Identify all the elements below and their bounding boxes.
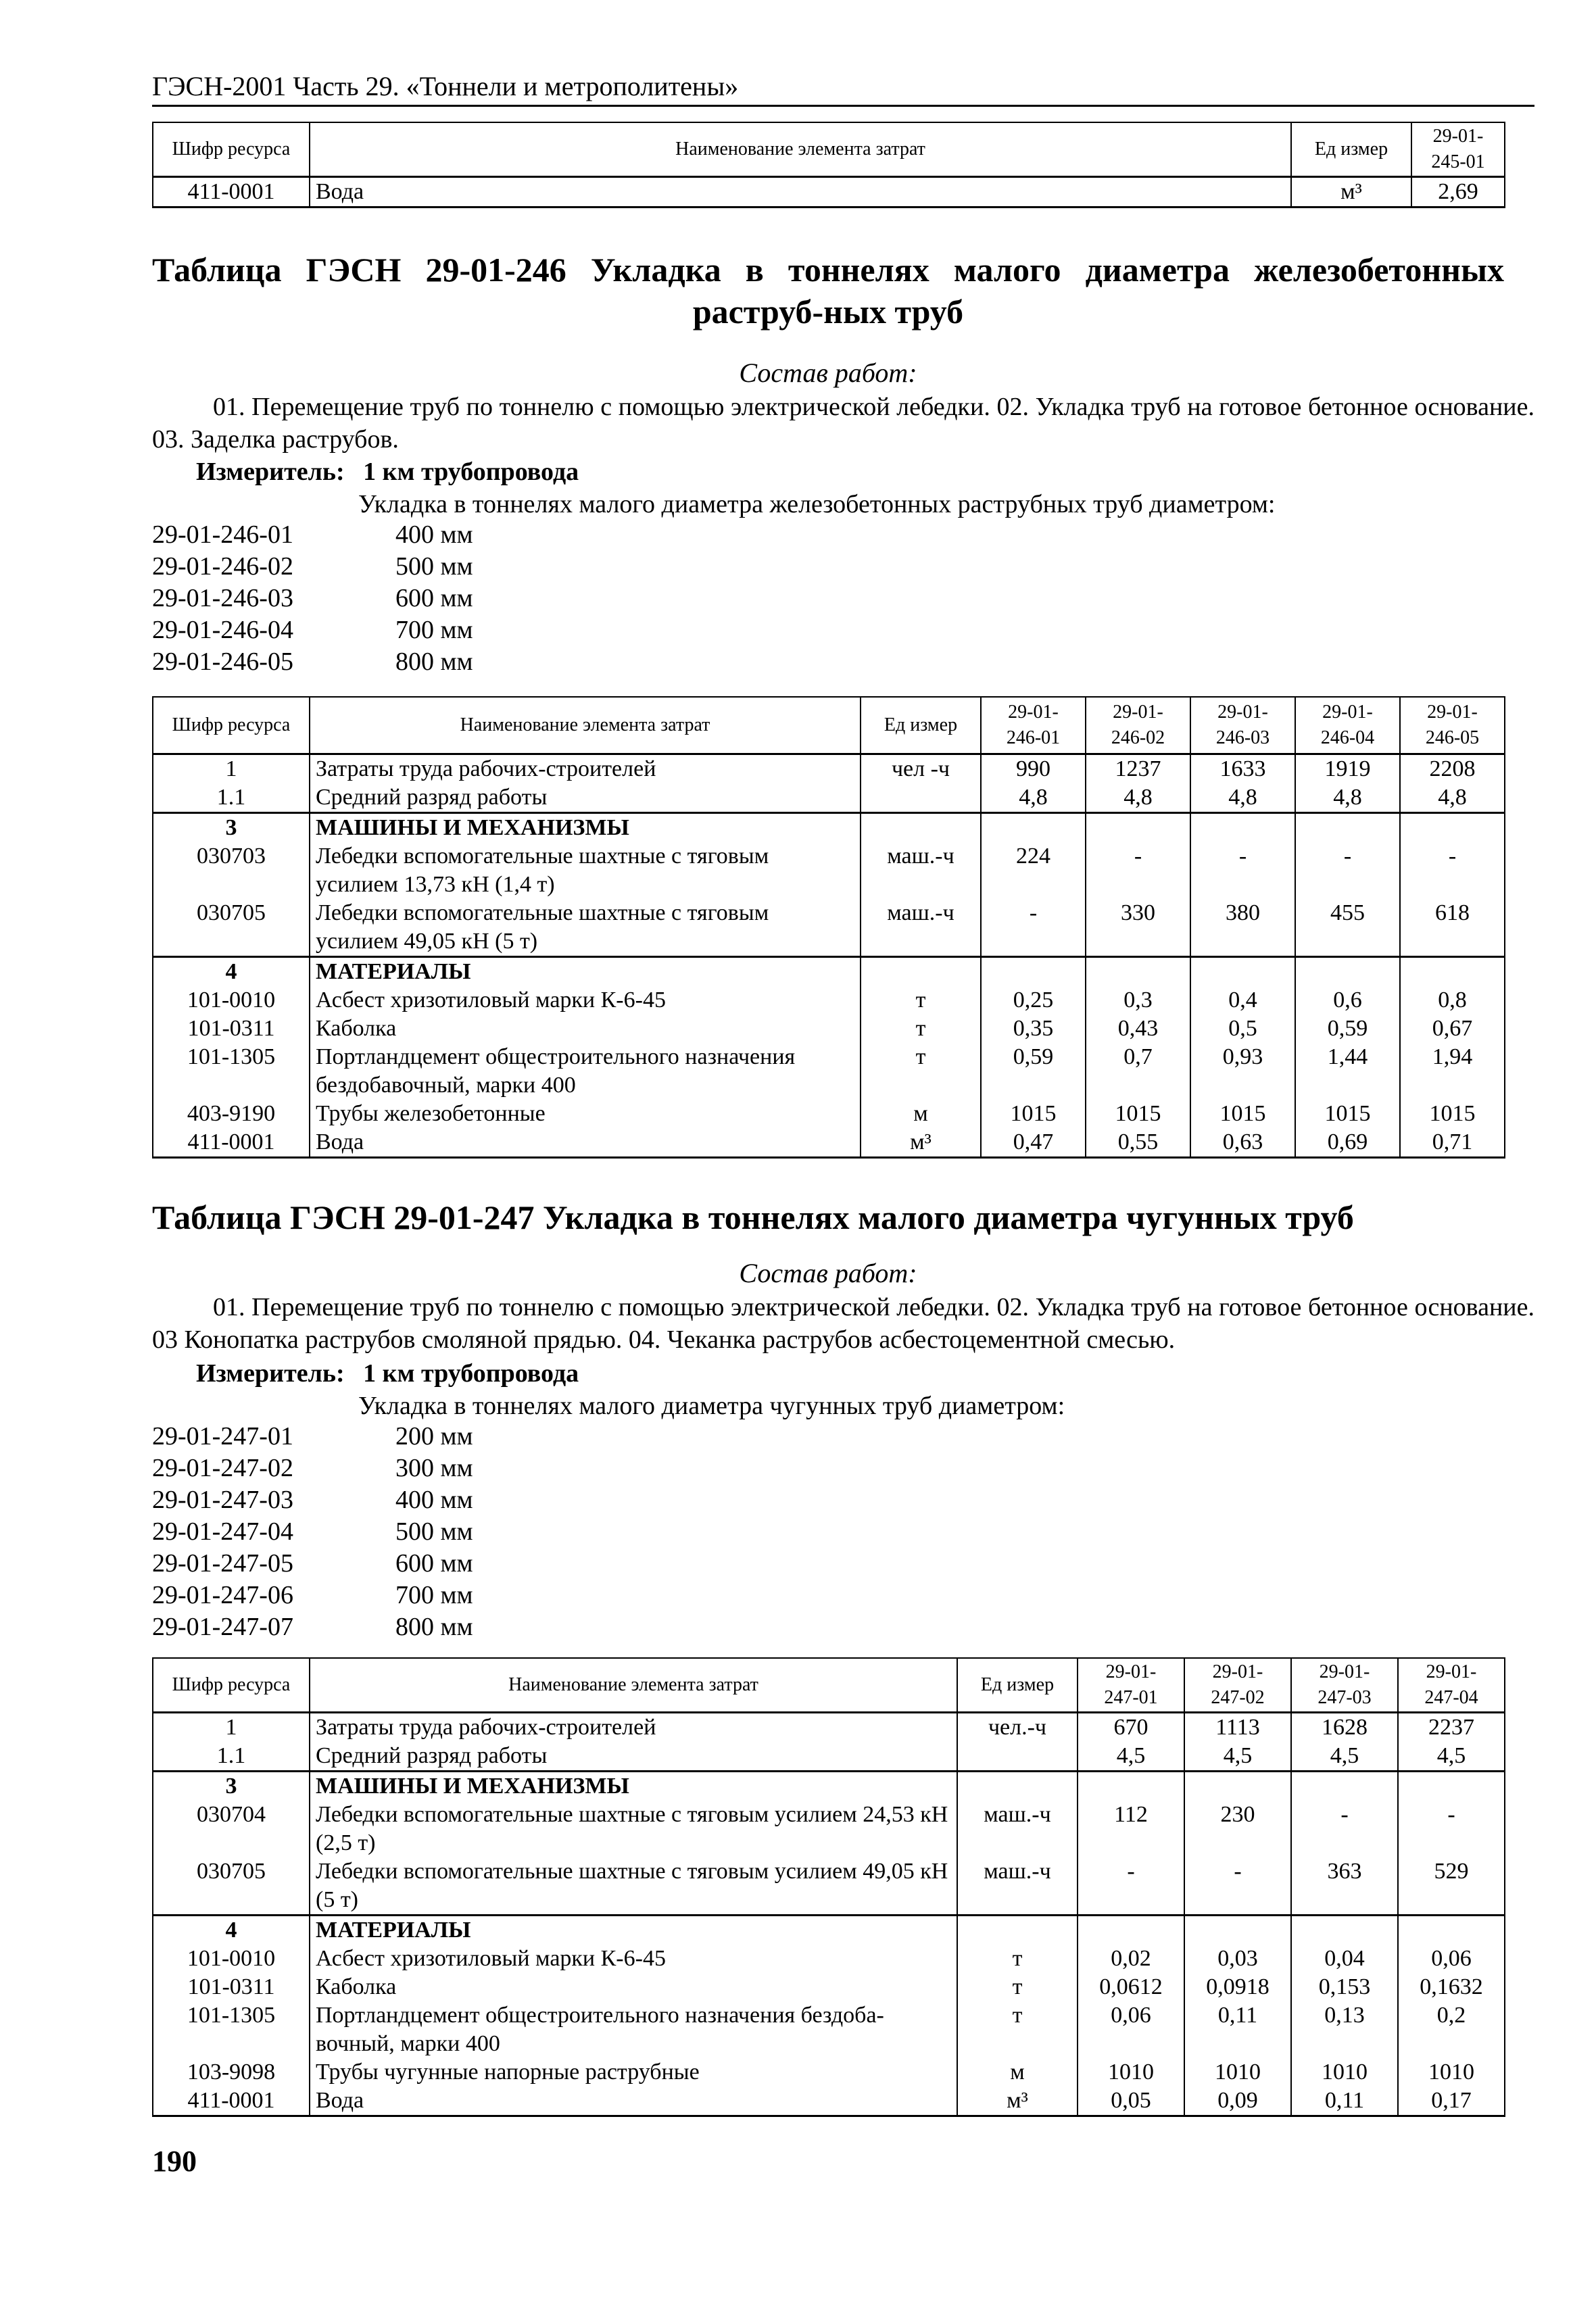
resource-value: 0,153 [1291, 1973, 1398, 2001]
position-item [152, 1548, 760, 1580]
position-item [152, 1611, 760, 1643]
resource-value [1295, 956, 1400, 986]
resource-value: 363 [1291, 1857, 1398, 1916]
resource-name: Лебедки вспомогательные шахтные с тяговым усилием 24,53 кН (2,5 т) [310, 1801, 957, 1857]
resource-name: Трубы железобетонные [310, 1100, 861, 1128]
resource-value: 0,0612 [1078, 1973, 1184, 2001]
resource-value: 670 [1078, 1712, 1184, 1742]
table-row [153, 1973, 1505, 2001]
resource-value: 1015 [1190, 1100, 1295, 1128]
resource-unit: м³ [1291, 176, 1411, 207]
resource-name: Лебедки вспомогательные шахтные с тяговым усилием 13,73 кН (1,4 т) [310, 842, 861, 899]
resource-code: 101-0311 [153, 1015, 310, 1043]
resource-code: 3 [153, 812, 310, 842]
header-cell: Шифр ресурса [153, 122, 310, 176]
resource-value: 1,94 [1400, 1043, 1505, 1100]
resource-value: 0,3 [1086, 986, 1190, 1015]
resource-code: 101-0311 [153, 1973, 310, 2001]
resource-value: - [1295, 842, 1400, 899]
resource-unit: м [957, 2058, 1078, 2087]
resource-unit [861, 956, 981, 986]
resource-value: 0,47 [981, 1128, 1086, 1158]
table-row [153, 2058, 1505, 2087]
header-cell: Ед измер [1291, 122, 1411, 176]
resource-value: 4,8 [1295, 783, 1400, 813]
top-resource-table [152, 122, 1505, 208]
table-247-list-intro: Укладка в тоннелях малого диаметра чугунных труб диаметром: [358, 1392, 1065, 1420]
position-diameter: 400 мм [395, 1486, 473, 1514]
resource-value: 224 [981, 842, 1086, 899]
resource-code: 411-0001 [153, 1128, 310, 1158]
resource-value: 529 [1398, 1857, 1505, 1916]
resource-name: Каболка [310, 1015, 861, 1043]
resource-value: 0,71 [1400, 1128, 1505, 1158]
resource-code: 411-0001 [153, 176, 310, 207]
table-row [153, 1945, 1505, 1973]
resource-unit [861, 783, 981, 813]
position-code: 29-01-246-02 [152, 552, 293, 581]
resource-value: 0,11 [1291, 2087, 1398, 2116]
resource-value: 0,04 [1291, 1945, 1398, 1973]
resource-unit: м³ [861, 1128, 981, 1158]
header-cell: Наименование элемента затрат [310, 1658, 957, 1712]
resource-unit [957, 1742, 1078, 1772]
table-246-title-text: Таблица ГЭСН 29-01-246 Укладка в тоннелях малого диаметра железобетонных раструб-ных труб [152, 251, 1504, 331]
resource-unit: м [861, 1100, 981, 1128]
header-cell: 29-01- 246-02 [1086, 697, 1190, 754]
resource-code: 101-0010 [153, 1945, 310, 1973]
table-row [153, 842, 1505, 899]
resource-value: 0,93 [1190, 1043, 1295, 1100]
table-row [153, 754, 1505, 783]
resource-value: 0,5 [1190, 1015, 1295, 1043]
table-row [153, 783, 1505, 813]
resource-unit: м³ [957, 2087, 1078, 2116]
resource-value [981, 812, 1086, 842]
resource-value: 230 [1184, 1801, 1291, 1857]
header-cell: 29-01- 247-02 [1184, 1658, 1291, 1712]
header-cell: 29-01- 246-04 [1295, 697, 1400, 754]
position-code: 29-01-246-04 [152, 616, 293, 644]
resource-code: 4 [153, 1915, 310, 1945]
resource-name: Портландцемент общестроительного назначения бездобавочный, марки 400 [310, 1043, 861, 1100]
table-246-composition-title: Состав работ: [739, 358, 917, 388]
position-code: 29-01-246-03 [152, 584, 293, 612]
resource-value: 0,55 [1086, 1128, 1190, 1158]
header-cell: 29-01- 247-03 [1291, 1658, 1398, 1712]
resource-value [981, 956, 1086, 986]
resource-value: 4,8 [1086, 783, 1190, 813]
resource-name: Затраты труда рабочих-строителей [310, 1712, 957, 1742]
resource-value [1295, 812, 1400, 842]
position-diameter: 400 мм [395, 520, 473, 549]
position-code: 29-01-247-03 [152, 1486, 293, 1514]
table-row [153, 1742, 1505, 1772]
table-246-resources [152, 696, 1505, 1159]
position-code: 29-01-246-05 [152, 648, 293, 676]
header-cell: 29-01- 247-01 [1078, 1658, 1184, 1712]
table-row [153, 1771, 1505, 1801]
resource-value: 2237 [1398, 1712, 1505, 1742]
resource-name: Лебедки вспомогательные шахтные с тяговым усилием 49,05 кН (5 т) [310, 899, 861, 957]
resource-value: 0,63 [1190, 1128, 1295, 1158]
resource-unit [957, 1915, 1078, 1945]
resource-value: 0,09 [1184, 2087, 1291, 2116]
position-diameter: 800 мм [395, 1613, 473, 1641]
resource-value: - [1078, 1857, 1184, 1916]
resource-value: 618 [1400, 899, 1505, 957]
resource-value: 1010 [1291, 2058, 1398, 2087]
resource-code: 101-1305 [153, 1043, 310, 1100]
resource-unit: чел.-ч [957, 1712, 1078, 1742]
resource-value: 1010 [1184, 2058, 1291, 2087]
resource-value: 0,02 [1078, 1945, 1184, 1973]
resource-value: 2,69 [1411, 176, 1505, 207]
resource-name: Каболка [310, 1973, 957, 2001]
resource-value: 0,05 [1078, 2087, 1184, 2116]
table-row [153, 1801, 1505, 1857]
resource-value: - [1190, 842, 1295, 899]
resource-value: 1633 [1190, 754, 1295, 783]
resource-value: 0,6 [1295, 986, 1400, 1015]
resource-value: 0,59 [1295, 1015, 1400, 1043]
resource-unit: т [861, 1015, 981, 1043]
resource-code: 1 [153, 1712, 310, 1742]
resource-value: 1,44 [1295, 1043, 1400, 1100]
table-246-position-list [152, 519, 760, 678]
meter-value: 1 км трубопровода [363, 1359, 579, 1388]
resource-code: 1 [153, 754, 310, 783]
resource-value: 4,8 [1400, 783, 1505, 813]
position-diameter: 700 мм [395, 1581, 473, 1609]
table-246-composition-text: 01. Перемещение труб по тоннелю с помощью электрической лебедки. 02. Укладка труб на готовое бетонное основание. 03. Заделка раструбов. [152, 393, 1534, 454]
resource-value: 0,1632 [1398, 1973, 1505, 2001]
resource-value: 0,0918 [1184, 1973, 1291, 2001]
resource-value: - [1184, 1857, 1291, 1916]
table-row [153, 1043, 1505, 1100]
table-row [153, 812, 1505, 842]
resource-name: Портландцемент общестроительного назначения бездоба-вочный, марки 400 [310, 2001, 957, 2058]
resource-code: 4 [153, 956, 310, 986]
resource-unit: чел -ч [861, 754, 981, 783]
resource-value: 990 [981, 754, 1086, 783]
resource-value: 0,11 [1184, 2001, 1291, 2058]
resource-value: - [1086, 842, 1190, 899]
resource-value: 4,5 [1291, 1742, 1398, 1772]
resource-code: 101-1305 [153, 2001, 310, 2058]
resource-value: 0,8 [1400, 986, 1505, 1015]
table-row [153, 2001, 1505, 2058]
resource-value [1190, 956, 1295, 986]
resource-unit: т [861, 1043, 981, 1100]
header-cell: 29-01- 246-03 [1190, 697, 1295, 754]
table-row [153, 986, 1505, 1015]
resource-name: МАТЕРИАЛЫ [310, 956, 861, 986]
resource-name: МАТЕРИАЛЫ [310, 1915, 957, 1945]
resource-value: 455 [1295, 899, 1400, 957]
resource-value: 4,5 [1398, 1742, 1505, 1772]
resource-name: Вода [310, 2087, 957, 2116]
position-item [152, 1453, 760, 1484]
position-code: 29-01-247-02 [152, 1454, 293, 1482]
table-row [153, 2087, 1505, 2116]
resource-value: 0,06 [1398, 1945, 1505, 1973]
resource-value [1400, 812, 1505, 842]
table-row [153, 1015, 1505, 1043]
resource-unit: т [957, 1973, 1078, 2001]
resource-value: 0,25 [981, 986, 1086, 1015]
table-row [153, 1857, 1505, 1916]
table-246-meter [196, 457, 579, 487]
resource-name: Трубы чугунные напорные раструбные [310, 2058, 957, 2087]
running-header: ГЭСН-2001 Часть 29. «Тоннели и метрополитены» [152, 71, 739, 101]
resource-value: 1237 [1086, 754, 1190, 783]
resource-value [1078, 1771, 1184, 1801]
header-cell: Наименование элемента затрат [310, 697, 861, 754]
page-number: 190 [152, 2145, 197, 2178]
header-cell: Шифр ресурса [153, 697, 310, 754]
resource-value: 1919 [1295, 754, 1400, 783]
header-cell: 29-01- 247-04 [1398, 1658, 1505, 1712]
resource-name: Средний разряд работы [310, 783, 861, 813]
resource-code: 030704 [153, 1801, 310, 1857]
position-code: 29-01-247-07 [152, 1613, 293, 1641]
resource-value: 2208 [1400, 754, 1505, 783]
resource-code: 103-9098 [153, 2058, 310, 2087]
position-item [152, 519, 760, 551]
position-diameter: 600 мм [395, 1549, 473, 1578]
resource-value [1291, 1771, 1398, 1801]
resource-name: МАШИНЫ И МЕХАНИЗМЫ [310, 1771, 957, 1801]
resource-value [1086, 812, 1190, 842]
position-diameter: 200 мм [395, 1422, 473, 1451]
position-code: 29-01-247-06 [152, 1581, 293, 1609]
header-rule [152, 105, 1534, 107]
resource-value [1400, 956, 1505, 986]
resource-value: 0,4 [1190, 986, 1295, 1015]
resource-unit: т [957, 2001, 1078, 2058]
resource-value: 0,03 [1184, 1945, 1291, 1973]
resource-value: 1015 [981, 1100, 1086, 1128]
resource-code: 403-9190 [153, 1100, 310, 1128]
header-cell: 29-01- 246-05 [1400, 697, 1505, 754]
resource-value: 112 [1078, 1801, 1184, 1857]
resource-value [1190, 812, 1295, 842]
position-item [152, 614, 760, 646]
table-246-list-intro: Укладка в тоннелях малого диаметра железобетонных раструбных труб диаметром: [358, 490, 1276, 518]
resource-value: 4,8 [1190, 783, 1295, 813]
resource-value: 4,5 [1078, 1742, 1184, 1772]
resource-value [1291, 1915, 1398, 1945]
resource-value: 1015 [1086, 1100, 1190, 1128]
position-diameter: 500 мм [395, 1517, 473, 1546]
table-247-position-list [152, 1421, 760, 1643]
resource-unit: маш.-ч [957, 1857, 1078, 1916]
resource-value: - [1400, 842, 1505, 899]
resource-value: 0,67 [1400, 1015, 1505, 1043]
table-row [153, 899, 1505, 957]
header-cell: Ед измер [861, 697, 981, 754]
table-247-title: Таблица ГЭСН 29-01-247 Укладка в тоннелях малого диаметра чугунных труб [152, 1198, 1354, 1236]
table-247-composition-title: Состав работ: [739, 1258, 917, 1288]
resource-value: - [1398, 1801, 1505, 1857]
resource-value: 0,13 [1291, 2001, 1398, 2058]
resource-name: Асбест хризотиловый марки К-6-45 [310, 1945, 957, 1973]
resource-value [1086, 956, 1190, 986]
position-item [152, 1580, 760, 1611]
header-cell: Наименование элемента затрат [310, 122, 1291, 176]
resource-unit [957, 1771, 1078, 1801]
position-diameter: 500 мм [395, 552, 473, 581]
resource-unit: т [861, 986, 981, 1015]
resource-unit: т [957, 1945, 1078, 1973]
table-247-meter [196, 1359, 579, 1388]
table-row [153, 1100, 1505, 1128]
resource-name: Вода [310, 1128, 861, 1158]
resource-value: 330 [1086, 899, 1190, 957]
resource-value: 1628 [1291, 1712, 1398, 1742]
position-item [152, 1484, 760, 1516]
resource-value: - [1291, 1801, 1398, 1857]
position-item [152, 1516, 760, 1548]
resource-value [1184, 1771, 1291, 1801]
meter-value: 1 км трубопровода [363, 458, 579, 486]
resource-code: 101-0010 [153, 986, 310, 1015]
resource-unit: маш.-ч [861, 842, 981, 899]
position-code: 29-01-247-01 [152, 1422, 293, 1451]
resource-name: МАШИНЫ И МЕХАНИЗМЫ [310, 812, 861, 842]
resource-value: 0,69 [1295, 1128, 1400, 1158]
resource-code: 1.1 [153, 783, 310, 813]
resource-value: 4,8 [981, 783, 1086, 813]
position-code: 29-01-247-05 [152, 1549, 293, 1578]
position-diameter: 600 мм [395, 584, 473, 612]
resource-value: 1015 [1400, 1100, 1505, 1128]
position-item [152, 646, 760, 678]
header-cell: 29-01- 245-01 [1411, 122, 1505, 176]
header-cell: 29-01- 246-01 [981, 697, 1086, 754]
table-246-title [152, 249, 1504, 333]
position-diameter: 800 мм [395, 648, 473, 676]
table-row [153, 1712, 1505, 1742]
resource-value: 1015 [1295, 1100, 1400, 1128]
resource-value: 1113 [1184, 1712, 1291, 1742]
resource-unit [861, 812, 981, 842]
position-item [152, 1421, 760, 1453]
position-item [152, 551, 760, 583]
resource-code: 030705 [153, 1857, 310, 1916]
resource-value: 1010 [1078, 2058, 1184, 2087]
resource-value [1184, 1915, 1291, 1945]
position-code: 29-01-246-01 [152, 520, 293, 549]
resource-value [1398, 1771, 1505, 1801]
position-code: 29-01-247-04 [152, 1517, 293, 1546]
meter-label: Измеритель: [196, 458, 345, 486]
resource-name: Лебедки вспомогательные шахтные с тяговым усилием 49,05 кН (5 т) [310, 1857, 957, 1916]
header-cell: Ед измер [957, 1658, 1078, 1712]
resource-name: Асбест хризотиловый марки К-6-45 [310, 986, 861, 1015]
table-247-composition-text: 01. Перемещение труб по тоннелю с помощью электрической лебедки. 02. Укладка труб на готовое бетонное основание. 03 Конопатка раструбов смоляной прядью. 04. Чеканка раструбов асбестоцементной смесью. [152, 1293, 1534, 1354]
resource-name: Средний разряд работы [310, 1742, 957, 1772]
resource-value: 0,43 [1086, 1015, 1190, 1043]
resource-unit: маш.-ч [957, 1801, 1078, 1857]
resource-value: 1010 [1398, 2058, 1505, 2087]
meter-label: Измеритель: [196, 1359, 345, 1388]
resource-value: 0,35 [981, 1015, 1086, 1043]
resource-value [1078, 1915, 1184, 1945]
position-item [152, 583, 760, 614]
resource-value: 0,06 [1078, 2001, 1184, 2058]
position-diameter: 700 мм [395, 616, 473, 644]
resource-value: 0,7 [1086, 1043, 1190, 1100]
resource-code: 3 [153, 1771, 310, 1801]
resource-name: Затраты труда рабочих-строителей [310, 754, 861, 783]
resource-value: 0,2 [1398, 2001, 1505, 2058]
resource-code: 1.1 [153, 1742, 310, 1772]
resource-code: 030703 [153, 842, 310, 899]
resource-value: 4,5 [1184, 1742, 1291, 1772]
resource-value: 0,59 [981, 1043, 1086, 1100]
resource-value: 0,17 [1398, 2087, 1505, 2116]
header-cell: Шифр ресурса [153, 1658, 310, 1712]
resource-name: Вода [310, 176, 1291, 207]
resource-value: - [981, 899, 1086, 957]
resource-code: 030705 [153, 899, 310, 957]
resource-value [1398, 1915, 1505, 1945]
table-row [153, 1915, 1505, 1945]
table-row [153, 1128, 1505, 1158]
resource-code: 411-0001 [153, 2087, 310, 2116]
table-row [153, 956, 1505, 986]
resource-value: 380 [1190, 899, 1295, 957]
position-diameter: 300 мм [395, 1454, 473, 1482]
table-247-resources [152, 1657, 1505, 2117]
resource-unit: маш.-ч [861, 899, 981, 957]
